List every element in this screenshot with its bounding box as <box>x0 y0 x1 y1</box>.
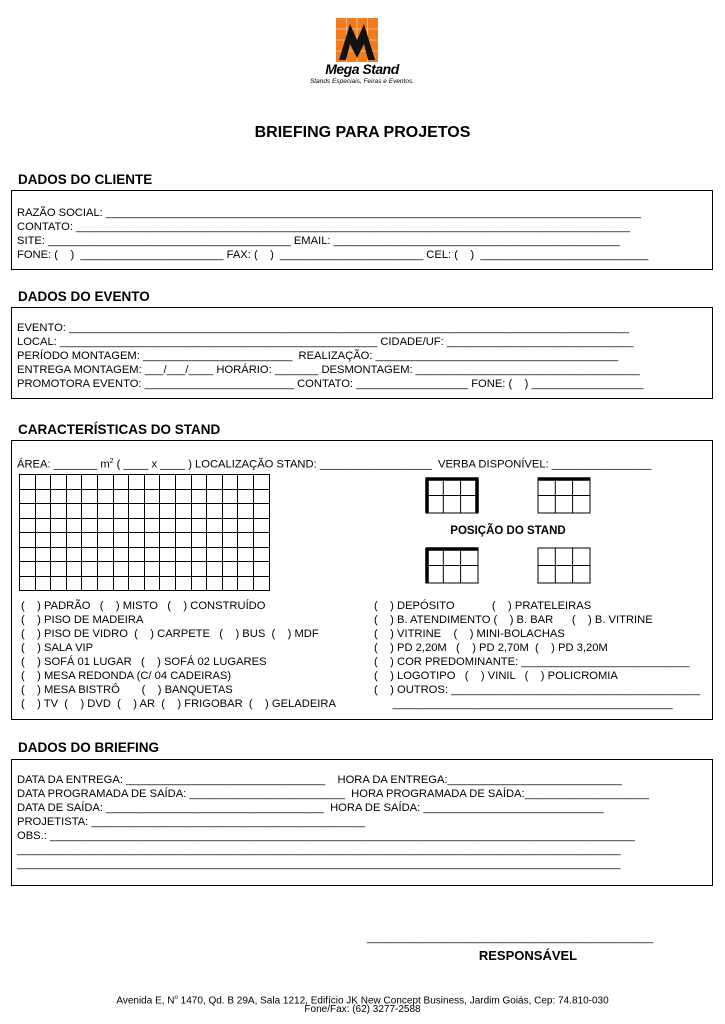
grid-cell[interactable] <box>253 489 269 504</box>
grid-cell[interactable] <box>97 489 113 504</box>
grid-cell[interactable] <box>51 547 67 562</box>
grid-cell[interactable] <box>160 576 176 591</box>
option-row[interactable]: ( ) COR PREDOMINANTE: ___________________________ <box>374 656 690 668</box>
option-row[interactable]: ( ) OUTROS: ________________________________________ <box>374 684 700 696</box>
grid-cell[interactable] <box>66 576 82 591</box>
option-row[interactable]: ( ) DEPÓSITO ( ) PRATELEIRAS <box>374 600 592 612</box>
right-options-list <box>374 599 700 711</box>
grid-cell[interactable] <box>207 562 223 577</box>
grid-cell[interactable] <box>51 533 67 548</box>
footer-phone: Fone/Fax: (62) 3277-2588 <box>304 1004 421 1015</box>
grid-cell[interactable] <box>175 547 191 562</box>
grid-cell[interactable] <box>222 504 238 519</box>
grid-cell[interactable] <box>175 489 191 504</box>
grid-cell[interactable] <box>35 533 51 548</box>
grid-cell[interactable] <box>238 518 254 533</box>
option-row[interactable]: ( ) PISO DE VIDRO ( ) CARPETE ( ) BUS ( ) MDF <box>21 628 319 640</box>
grid-cell[interactable] <box>253 504 269 519</box>
option-row[interactable]: ( ) MESA REDONDA (C/ 04 CADEIRAS) <box>21 670 232 682</box>
section-heading-briefing: DADOS DO BRIEFING <box>18 740 160 755</box>
option-row[interactable]: _____________________________________________ <box>374 698 673 710</box>
grid-cell[interactable] <box>160 489 176 504</box>
field-fone-fax-cel[interactable]: FONE: ( ) _______________________ FAX: ( ) _______________________ CEL: ( ) ___________________________ <box>17 249 649 261</box>
grid-cell[interactable] <box>51 489 67 504</box>
grid-cell[interactable] <box>175 518 191 533</box>
grid-cell[interactable] <box>97 518 113 533</box>
grid-cell[interactable] <box>82 562 98 577</box>
field-area-localizacao-verba[interactable]: ÁREA: _______ $m^2$ ( ____ x ____ ) LOCALIZAÇÃO STAND: __________________ VERBA DISPONÍVEL: ________________ <box>17 458 652 471</box>
grid-cell[interactable] <box>207 547 223 562</box>
grid-cell[interactable] <box>253 547 269 562</box>
grid-cell[interactable] <box>35 562 51 577</box>
grid-cell[interactable] <box>20 504 36 519</box>
footer-address: Avenida E, $N^o$ 1470, Qd. B 29A, Sala 1212, Edifício JK New Concept Business, Jardim Goiás, Cep: 74.810-030 <box>116 995 609 1007</box>
floor-plan-grid[interactable] <box>19 474 270 591</box>
grid-cell[interactable] <box>175 504 191 519</box>
grid-cell[interactable] <box>97 547 113 562</box>
grid-cell[interactable] <box>113 562 129 577</box>
grid-cell[interactable] <box>144 533 160 548</box>
evento-box <box>11 307 713 399</box>
grid-cell[interactable] <box>82 475 98 490</box>
grid-cell[interactable] <box>35 547 51 562</box>
grid-cell[interactable] <box>129 475 145 490</box>
grid-cell[interactable] <box>160 475 176 490</box>
option-row[interactable]: ( ) PISO DE MADEIRA <box>21 614 144 626</box>
grid-cell[interactable] <box>191 504 207 519</box>
grid-cell[interactable] <box>113 518 129 533</box>
option-row[interactable]: ( ) SALA VIP <box>21 642 94 654</box>
grid-cell[interactable] <box>129 547 145 562</box>
grid-cell[interactable] <box>20 489 36 504</box>
grid-cell[interactable] <box>253 475 269 490</box>
grid-cell[interactable] <box>144 576 160 591</box>
grid-cell[interactable] <box>113 547 129 562</box>
grid-cell[interactable] <box>66 504 82 519</box>
grid-cell[interactable] <box>191 562 207 577</box>
grid-cell[interactable] <box>238 489 254 504</box>
grid-cell[interactable] <box>97 533 113 548</box>
grid-cell[interactable] <box>51 576 67 591</box>
grid-cell[interactable] <box>129 504 145 519</box>
grid-cell[interactable] <box>97 504 113 519</box>
grid-cell[interactable] <box>20 576 36 591</box>
option-row[interactable]: ( ) VITRINE ( ) MINI-BOLACHAS <box>374 628 565 640</box>
grid-cell[interactable] <box>97 576 113 591</box>
grid-cell[interactable] <box>35 518 51 533</box>
grid-cell[interactable] <box>238 576 254 591</box>
field-evento[interactable]: EVENTO: __________________________________________________________________________________________ <box>17 322 629 334</box>
grid-cell[interactable] <box>82 504 98 519</box>
grid-cell[interactable] <box>35 504 51 519</box>
grid-cell[interactable] <box>113 475 129 490</box>
grid-cell[interactable] <box>66 547 82 562</box>
grid-cell[interactable] <box>191 475 207 490</box>
grid-cell[interactable] <box>144 547 160 562</box>
grid-cell[interactable] <box>20 518 36 533</box>
grid-cell[interactable] <box>253 562 269 577</box>
grid-cell[interactable] <box>207 533 223 548</box>
grid-cell[interactable] <box>129 518 145 533</box>
grid-cell[interactable] <box>175 533 191 548</box>
option-row[interactable]: ( ) PD 2,20M ( ) PD 2,70M ( ) PD 3,20M <box>374 642 608 654</box>
briefing-box <box>11 759 713 886</box>
field-programada-saida[interactable]: DATA PROGRAMADA DE SAÍDA: _________________________ HORA PROGRAMADA DE SAÍDA:____________________ <box>17 788 650 800</box>
grid-cell[interactable] <box>144 475 160 490</box>
logo-name: Mega Stand <box>325 61 399 77</box>
grid-cell[interactable] <box>160 547 176 562</box>
grid-cell[interactable] <box>129 562 145 577</box>
grid-cell[interactable] <box>253 533 269 548</box>
grid-cell[interactable] <box>238 547 254 562</box>
field-periodo-realizacao[interactable]: PERÍODO MONTAGEM: ________________________ REALIZAÇÃO: _______________________________________ <box>17 350 619 362</box>
grid-cell[interactable] <box>113 533 129 548</box>
grid-cell[interactable] <box>207 518 223 533</box>
option-row[interactable]: ( ) PADRÃO ( ) MISTO ( ) CONSTRUÍDO <box>21 600 266 612</box>
grid-cell[interactable] <box>222 489 238 504</box>
grid-cell[interactable] <box>82 576 98 591</box>
signature-line[interactable]: ______________________________________________ <box>367 932 654 944</box>
grid-cell[interactable] <box>82 518 98 533</box>
grid-cell[interactable] <box>238 562 254 577</box>
cliente-box <box>11 190 713 270</box>
field-projetista[interactable]: PROJETISTA: ____________________________________________ <box>17 816 366 828</box>
grid-cell[interactable] <box>222 562 238 577</box>
grid-cell[interactable] <box>253 576 269 591</box>
stand-position-corner-left[interactable] <box>425 477 481 520</box>
grid-cell[interactable] <box>82 533 98 548</box>
grid-cell[interactable] <box>238 533 254 548</box>
grid-cell[interactable] <box>66 489 82 504</box>
grid-cell[interactable] <box>20 562 36 577</box>
option-row[interactable]: ( ) TV ( ) DVD ( ) AR ( ) FRIGOBAR ( ) GELADEIRA <box>21 698 336 710</box>
grid-cell[interactable] <box>222 518 238 533</box>
grid-cell[interactable] <box>129 533 145 548</box>
field-contato[interactable]: CONTATO: _________________________________________________________________________________________ <box>17 221 630 233</box>
grid-cell[interactable] <box>160 518 176 533</box>
grid-cell[interactable] <box>191 489 207 504</box>
grid-cell[interactable] <box>66 562 82 577</box>
grid-cell[interactable] <box>20 547 36 562</box>
option-row[interactable]: ( ) SOFÁ 01 LUGAR ( ) SOFÁ 02 LUGARES <box>21 656 267 668</box>
grid-cell[interactable] <box>35 475 51 490</box>
grid-cell[interactable] <box>51 518 67 533</box>
grid-cell[interactable] <box>66 533 82 548</box>
grid-cell[interactable] <box>207 475 223 490</box>
grid-cell[interactable] <box>175 562 191 577</box>
grid-cell[interactable] <box>144 518 160 533</box>
grid-cell[interactable] <box>222 533 238 548</box>
grid-cell[interactable] <box>160 533 176 548</box>
field-obs-line[interactable]: _________________________________________________________________________________________________ <box>17 844 621 856</box>
stand-position-ilha[interactable] <box>425 547 481 590</box>
grid-cell[interactable] <box>191 576 207 591</box>
grid-cell[interactable] <box>51 562 67 577</box>
option-row[interactable]: ( ) B. ATENDIMENTO ( ) B. BAR ( ) B. VITRINE <box>374 614 653 626</box>
stand-box <box>11 440 713 720</box>
grid-cell[interactable] <box>129 576 145 591</box>
grid-cell[interactable] <box>97 475 113 490</box>
grid-cell[interactable] <box>238 504 254 519</box>
grid-cell[interactable] <box>191 518 207 533</box>
grid-cell[interactable] <box>51 504 67 519</box>
grid-cell[interactable] <box>82 547 98 562</box>
grid-cell[interactable] <box>207 576 223 591</box>
grid-cell[interactable] <box>191 547 207 562</box>
grid-cell[interactable] <box>20 475 36 490</box>
grid-cell[interactable] <box>238 475 254 490</box>
section-heading-evento: DADOS DO EVENTO <box>18 289 150 304</box>
grid-cell[interactable] <box>113 576 129 591</box>
field-promotora-contato[interactable]: PROMOTORA EVENTO: ________________________ CONTATO: __________________ FONE: ( ) __________________ <box>17 378 644 390</box>
grid-cell[interactable] <box>51 475 67 490</box>
field-razao-social[interactable]: RAZÃO SOCIAL: ______________________________________________________________________________________ <box>17 207 641 219</box>
grid-cell[interactable] <box>160 562 176 577</box>
grid-cell[interactable] <box>35 576 51 591</box>
grid-cell[interactable] <box>144 562 160 577</box>
field-data-hora-saida[interactable]: DATA DE SAÍDA: ___________________________________ HORA DE SAÍDA: _____________________________ <box>17 802 604 814</box>
stand-position-label: POSIÇÃO DO STAND <box>450 525 566 537</box>
field-obs[interactable]: OBS.: ______________________________________________________________________________________________ <box>17 830 635 842</box>
grid-cell[interactable] <box>113 489 129 504</box>
signature-label: RESPONSÁVEL <box>478 948 578 963</box>
field-obs-line[interactable]: _________________________________________________________________________________________________ <box>17 858 621 870</box>
grid-cell[interactable] <box>82 489 98 504</box>
grid-cell[interactable] <box>207 504 223 519</box>
stand-position-ponta[interactable] <box>537 547 593 590</box>
option-row[interactable]: ( ) LOGOTIPO ( ) VINIL ( ) POLICROMIA <box>374 670 618 682</box>
grid-cell[interactable] <box>191 533 207 548</box>
grid-cell[interactable] <box>113 504 129 519</box>
grid-cell[interactable] <box>66 518 82 533</box>
grid-cell[interactable] <box>222 576 238 591</box>
grid-cell[interactable] <box>144 489 160 504</box>
grid-cell[interactable] <box>129 489 145 504</box>
field-data-hora-entrega[interactable]: DATA DA ENTREGA: ________________________________ HORA DA ENTREGA:____________________________ <box>17 774 622 786</box>
field-entrega-desmontagem[interactable]: ENTREGA MONTAGEM: ___/___/____ HORÁRIO: _______ DESMONTAGEM: ____________________________________ <box>17 364 640 376</box>
grid-cell[interactable] <box>222 475 238 490</box>
grid-cell[interactable] <box>97 562 113 577</box>
grid-cell[interactable] <box>222 547 238 562</box>
field-site-email[interactable]: SITE: _______________________________________ EMAIL: ______________________________________________ <box>17 235 620 247</box>
page-title: BRIEFING PARA PROJETOS <box>254 124 471 141</box>
grid-cell[interactable] <box>160 504 176 519</box>
stand-position-corner-right[interactable] <box>537 477 593 520</box>
option-row[interactable]: ( ) MESA BISTRÔ ( ) BANQUETAS <box>21 684 233 696</box>
section-heading-cliente: DADOS DO CLIENTE <box>18 172 153 187</box>
grid-cell[interactable] <box>175 576 191 591</box>
grid-cell[interactable] <box>207 489 223 504</box>
section-heading-stand: CARACTERÍSTICAS DO STAND <box>18 422 221 437</box>
logo-tagline: Stands Especiais, Feiras e Eventos. <box>309 78 415 85</box>
grid-cell[interactable] <box>66 475 82 490</box>
grid-cell[interactable] <box>253 518 269 533</box>
grid-cell[interactable] <box>144 504 160 519</box>
grid-cell[interactable] <box>20 533 36 548</box>
left-options-list <box>21 599 336 711</box>
grid-cell[interactable] <box>175 475 191 490</box>
field-local-cidade[interactable]: LOCAL: ___________________________________________________ CIDADE/UF: ______________________________ <box>17 336 634 348</box>
grid-cell[interactable] <box>35 489 51 504</box>
